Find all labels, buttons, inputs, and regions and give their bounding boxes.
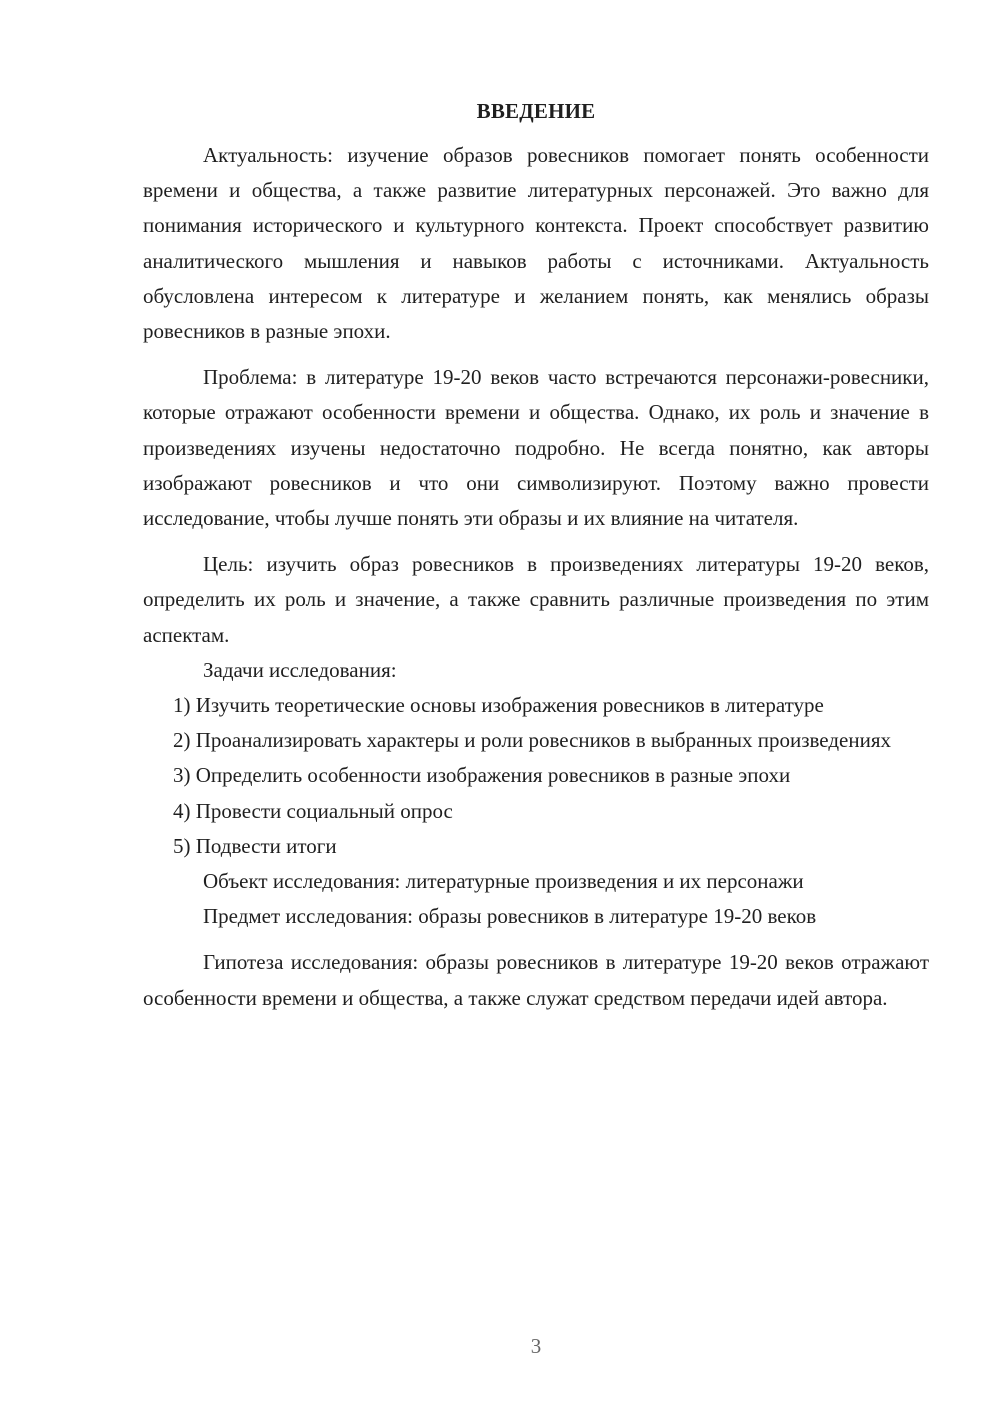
section-title: ВВЕДЕНИЕ xyxy=(476,99,596,123)
task-item: 1) Изучить теоретические основы изображения ровесников в литературе xyxy=(173,693,824,718)
page-number: 3 xyxy=(530,1334,542,1358)
task-item: 3) Определить особенности изображения ровесников в разные эпохи xyxy=(173,763,791,788)
object-paragraph: Объект исследования: литературные произведения и их персонажи xyxy=(203,869,804,894)
task-item: 5) Подвести итоги xyxy=(173,833,337,858)
subject-paragraph: Предмет исследования: образы ровесников в литературе 19-20 веков xyxy=(203,904,817,929)
task-item: 2) Проанализировать характеры и роли ровесников в выбранных произведениях xyxy=(173,728,891,753)
tasks-heading: Задачи исследования: xyxy=(203,657,397,682)
goal-paragraph: Цель: изучить образ ровесников в произведениях литературы 19-20 веков, определить их роль и значение, а также сравнить различные произведения по этим аспектам. xyxy=(143,552,929,647)
hypothesis-paragraph: Гипотеза исследования: образы ровесников в литературе 19-20 веков отражают особенности времени и общества, а также служат средством передачи идей автора. xyxy=(143,950,929,1010)
page-content xyxy=(143,96,929,1016)
task-item: 4) Провести социальный опрос xyxy=(173,798,453,823)
problem-paragraph: Проблема: в литературе 19-20 веков часто встречаются персонажи-ровесники, которые отражают особенности времени и общества. Однако, их роль и значение в произведениях изучены недостаточно подробно. Не всегда понятно, как авторы изображают ровесников и что они символизируют. Поэтому важно провести исследование, чтобы лучше понять эти образы и их влияние на читателя. xyxy=(143,365,929,531)
relevance-paragraph: Актуальность: изучение образов ровесников помогает понять особенности времени и общества, а также развитие литературных персонажей. Это важно для понимания исторического и культурного контекста. Проект способствует развитию аналитического мышления и навыков работы с источниками. Актуальность обусловлена интересом к литературе и желанием понять, как менялись образы ровесников в разные эпохи. xyxy=(143,143,929,344)
